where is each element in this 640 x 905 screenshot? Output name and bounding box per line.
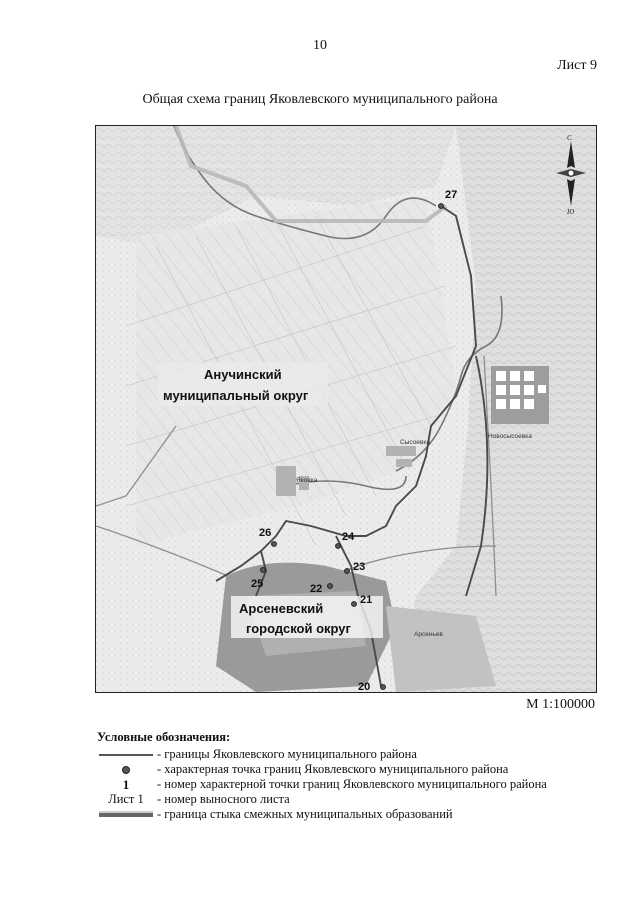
novosysoevka-town: [491, 366, 549, 424]
sheet-label: Лист 9: [557, 58, 597, 73]
page-number: 10: [313, 38, 327, 53]
point-label-23: 23: [353, 561, 366, 573]
region-label-arsenyev-line1: Арсеневский: [239, 601, 324, 616]
topographic-map: [96, 126, 596, 692]
compass-south: Ю: [567, 208, 575, 216]
settlement-label-novosysoevka: Новосысоевка: [488, 433, 532, 440]
boundary-point-22[interactable]: [328, 584, 333, 589]
region-label-anuchinsky-line2: муниципальный округ: [163, 388, 309, 403]
legend-item-description: - характерная точка границ Яковлевского муниципального района: [157, 762, 509, 776]
boundary-line-symbol: [97, 747, 155, 762]
point-label-22: 22: [310, 583, 323, 595]
point-number-symbol: 1: [122, 776, 130, 792]
boundary-point-25[interactable]: [261, 568, 266, 573]
legend: [97, 730, 617, 822]
boundary-point-20[interactable]: [381, 685, 386, 690]
boundary-point-24[interactable]: [336, 544, 341, 549]
settlement-label-yakovka: Яковка: [296, 477, 318, 484]
point-label-27: 27: [445, 189, 458, 201]
point-label-20: 20: [358, 681, 371, 692]
joint-boundary-symbol: [97, 807, 155, 822]
legend-title: Условные обозначения:: [97, 730, 231, 744]
point-label-26: 26: [259, 527, 272, 539]
point-label-25: 25: [251, 578, 264, 590]
legend-item-point: [97, 762, 617, 777]
legend-item-sheet: [97, 792, 617, 807]
legend-item-description: - границы Яковлевского муниципального района: [157, 747, 417, 761]
legend-item-point-number: [97, 777, 617, 792]
map-title: Общая схема границ Яковлевского муниципального района: [142, 92, 498, 107]
boundary-point-23[interactable]: [345, 569, 350, 574]
legend-item-boundary: [97, 747, 617, 762]
boundary-point-27[interactable]: [439, 204, 444, 209]
map-frame[interactable]: [95, 125, 597, 693]
legend-item-description: - номер характерной точки границ Яковлевского муниципального района: [157, 777, 547, 791]
legend-item-description: - номер выносного листа: [157, 792, 290, 806]
region-label-anuchinsky-line1: Анучинский: [204, 367, 282, 382]
region-label-anuchinsky: [158, 362, 328, 406]
point-label-24: 24: [342, 531, 355, 543]
point-label-21: 21: [360, 594, 373, 606]
settlement-label-arsenyev: Арсеньев: [414, 631, 443, 638]
legend-item-joint: [97, 807, 617, 822]
region-label-arsenyev-line2: городской округ: [246, 621, 351, 636]
compass-north: С: [567, 134, 572, 142]
settlement-label-sysoevka: Сысоевка: [400, 439, 430, 446]
sheet-number-symbol: Лист 1: [108, 792, 144, 806]
boundary-point-symbol: [97, 762, 155, 777]
legend-item-description: - граница стыка смежных муниципальных образований: [157, 807, 453, 821]
map-scale: М 1:100000: [526, 697, 595, 712]
boundary-point-21[interactable]: [352, 602, 357, 607]
boundary-point-26[interactable]: [272, 542, 277, 547]
